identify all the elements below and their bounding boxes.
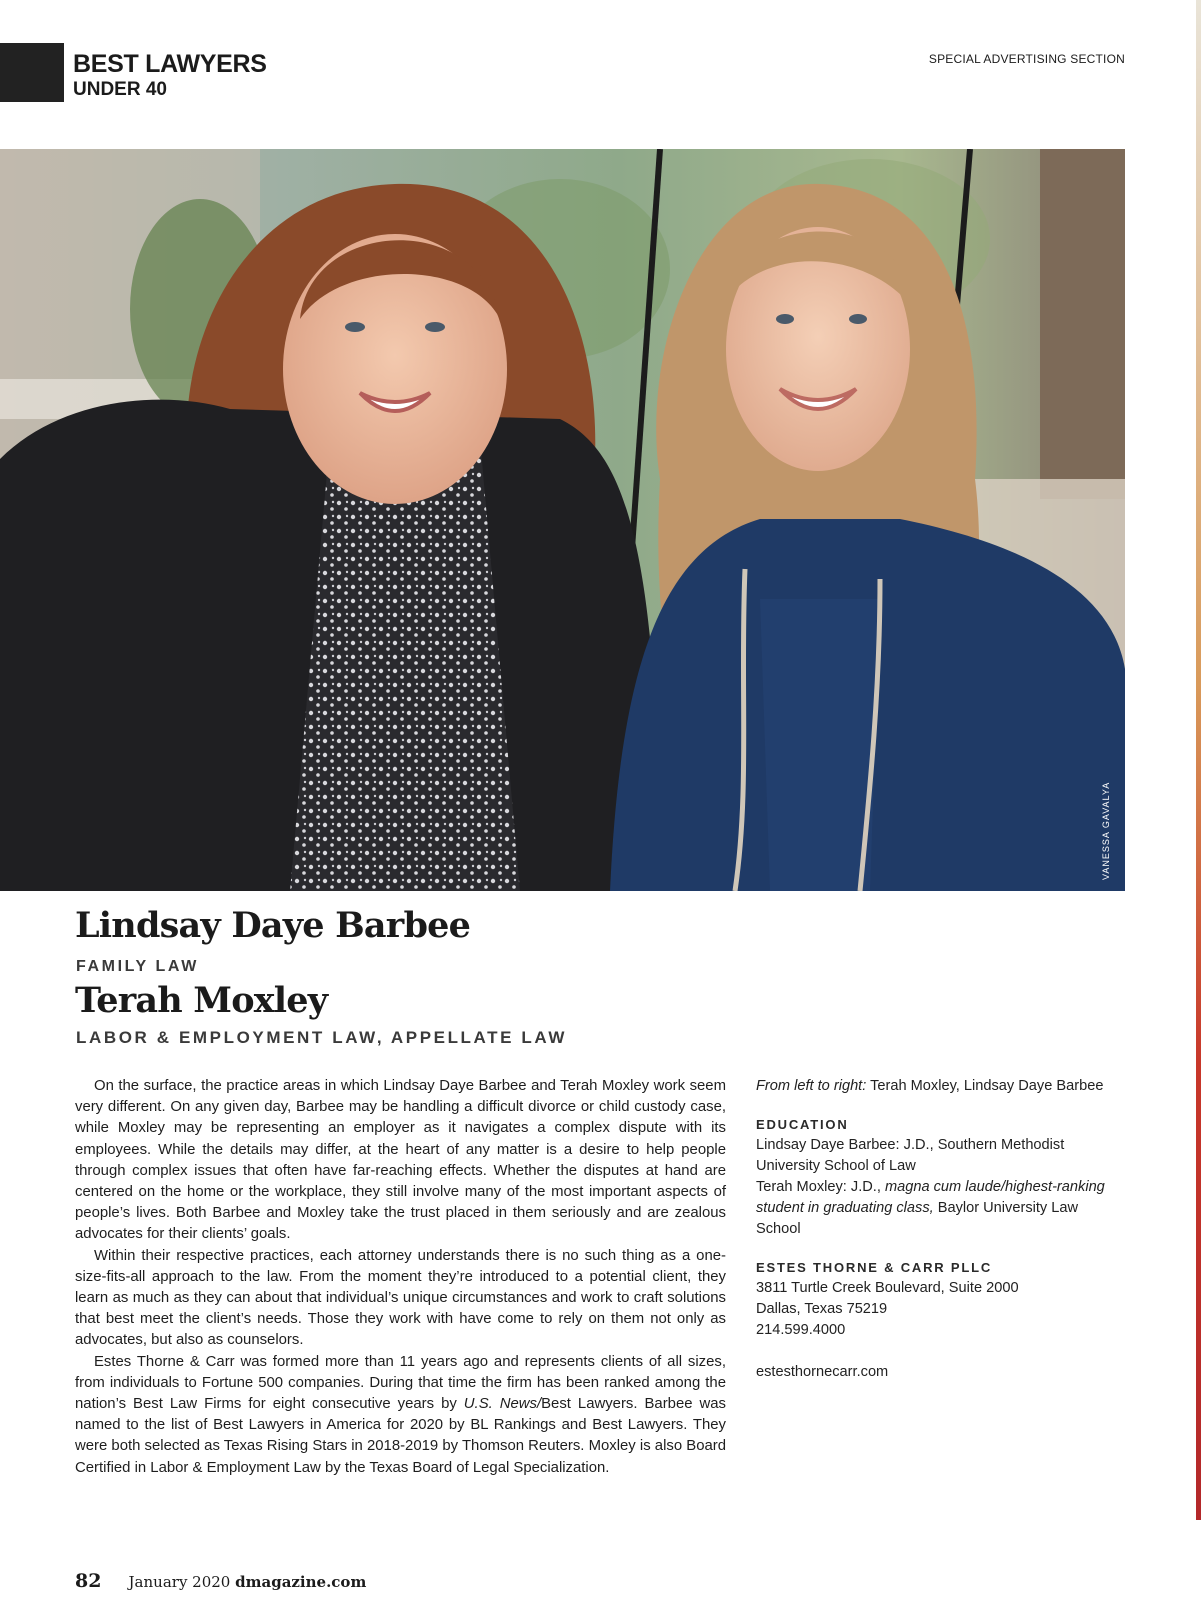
firm-website-link[interactable]: estesthornecarr.com [756,1364,889,1380]
education-entry: Lindsay Daye Barbee: J.D., Southern Methodist University School of Law [756,1137,1065,1174]
publication-name: U.S. News/ [463,1396,542,1413]
special-advertising-label: SPECIAL ADVERTISING SECTION [928,52,1125,66]
page-footer [75,1570,366,1592]
photo-credit: VANESSA GAVALYA [1101,781,1111,880]
article-paragraph [75,1352,726,1479]
portrait-photo [0,149,1125,891]
honors-text: magna cum laude/highest-ranking student in graduating class, [756,1179,1105,1216]
caption-text: Terah Moxley, Lindsay Daye Barbee [866,1078,1104,1094]
portrait-photo-illustration [0,149,1125,891]
paragraph-text: Estes Thorne & Carr was formed more than 11 years ago and represents clients of all sizes, from individuals to Fortune 500 companies. During that time the firm has been ranked among the nation’s Best Law Firms for eight consecutive years by [75,1353,726,1413]
practice-area-barbee: FAMILY LAW [76,958,199,975]
firm-heading: ESTES THORNE & CARR PLLC [756,1260,993,1275]
photo-caption [756,1076,1126,1097]
article-paragraph: Within their respective practices, each attorney understands there is no such thing as a one-size-fits-all approach to the law. From the moment they’re introduced to a potential client, they learn as much as they can about that individual’s unique circumstances and work to craft solutions that best meet the client’s needs. Those they work with have come to rely on them not only as advocates, but also as counselors. [75,1247,726,1349]
page-number: 82 [75,1570,102,1592]
education-text: Baylor University Law School [756,1200,1079,1237]
practice-area-moxley: LABOR & EMPLOYMENT LAW, APPELLATE LAW [76,1028,567,1047]
section-title-line2: UNDER 40 [73,79,167,100]
article-body [75,1076,726,1479]
section-title [73,52,267,99]
firm-address-line2: Dallas, Texas 75219 [756,1301,888,1317]
issue-date: January 2020 [128,1573,236,1591]
section-title-line1: BEST LAWYERS [73,50,267,78]
firm-phone: 214.599.4000 [756,1322,846,1338]
education-heading: EDUCATION [756,1117,849,1132]
paragraph-text: Best Lawyers. Barbee was named to the list of Best Lawyers in America for 2020 by BL Rankings and Best Lawyers. They were both selected as Texas Rising Stars in 2018-2019 by Thomson Reuters. Moxley is also Board Certified in Labor & Employment Law by the Texas Board of Legal Specialization. [75,1396,726,1476]
lawyer-name-barbee: Lindsay Daye Barbee [75,905,471,946]
article-paragraph: On the surface, the practice areas in which Lindsay Daye Barbee and Terah Moxley work seem very different. On any given day, Barbee may be handling a difficult divorce or child custody case, while Moxley may be representing an employer as it navigates a complex dispute with its employees. While the details may differ, at the heart of any matter is a desire to help people through complex issues that often have far-reaching effects. Whether the disputes at hand are centered on the home or the workplace, they still involve many of the most important aspects of people’s lives. Both Barbee and Moxley take the trust placed in them seriously and are zealous advocates for their clients’ goals. [75,1078,726,1243]
magazine-site: dmagazine.com [235,1573,367,1591]
lawyer-name-moxley: Terah Moxley [75,980,328,1021]
header-color-block [0,43,64,102]
caption-lead: From left to right: [756,1078,867,1094]
sidebar [756,1076,1126,1383]
page-edge-strip [1196,0,1201,1520]
firm-address-line1: 3811 Turtle Creek Boulevard, Suite 2000 [756,1280,1019,1296]
education-text: Terah Moxley: J.D., [756,1179,885,1195]
education-entry [756,1177,1126,1240]
